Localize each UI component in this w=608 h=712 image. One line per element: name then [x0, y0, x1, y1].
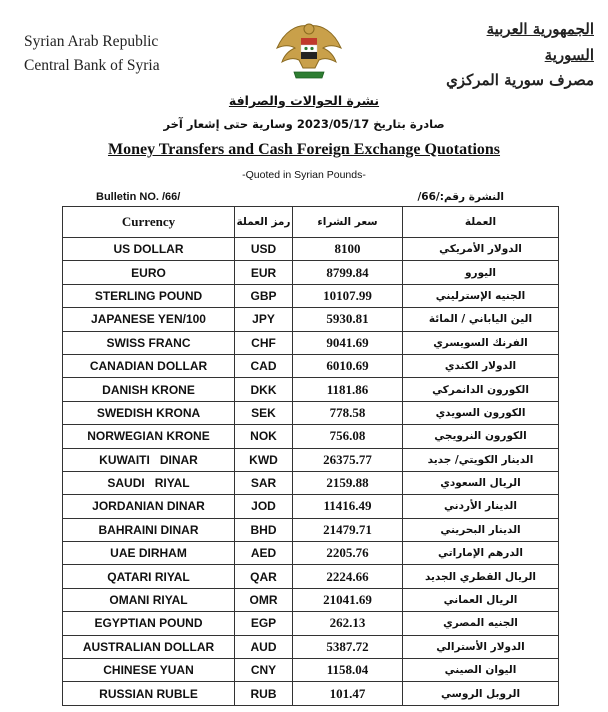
currency-name: EGYPTIAN POUND	[63, 612, 235, 635]
currency-name: EURO	[63, 261, 235, 284]
table-row	[63, 612, 559, 635]
currency-name: US DOLLAR	[63, 238, 235, 261]
table-row	[63, 308, 559, 331]
table-row	[63, 425, 559, 448]
currency-name: STERLING POUND	[63, 284, 235, 307]
buy-rate: 262.13	[293, 612, 403, 635]
currency-name: QATARI RIYAL	[63, 565, 235, 588]
header-symbol: رمز العملة	[235, 207, 293, 238]
currency-name-ar: الفرنك السويسري	[403, 331, 559, 354]
currency-name-ar: الين الياباني / المائة	[403, 308, 559, 331]
table-header-row	[63, 207, 559, 238]
currency-name: UAE DIRHAM	[63, 542, 235, 565]
english-title: Money Transfers and Cash Foreign Exchange Quotations	[107, 141, 501, 158]
exchange-rates-table	[62, 206, 559, 706]
country-name-en: Syrian Arab Republic	[24, 33, 159, 50]
syrian-eagle-emblem-icon	[274, 18, 344, 82]
currency-code: QAR	[235, 565, 293, 588]
buy-rate: 26375.77	[293, 448, 403, 471]
currency-name-ar: الدينار الكويتي/ جديد	[403, 448, 559, 471]
table-row	[63, 401, 559, 424]
currency-name: RUSSIAN RUBLE	[63, 682, 235, 705]
buy-rate: 8100	[293, 238, 403, 261]
currency-code: JOD	[235, 495, 293, 518]
currency-name-ar: الجنيه الإسترليني	[403, 284, 559, 307]
currency-code: USD	[235, 238, 293, 261]
quoted-note: -Quoted in Syrian Pounds-	[242, 169, 366, 181]
buy-rate: 21041.69	[293, 588, 403, 611]
currency-name: SWEDISH KRONA	[63, 401, 235, 424]
currency-code: OMR	[235, 588, 293, 611]
table-row	[63, 448, 559, 471]
table-row	[63, 518, 559, 541]
buy-rate: 9041.69	[293, 331, 403, 354]
table-row	[63, 284, 559, 307]
currency-code: BHD	[235, 518, 293, 541]
currency-name-ar: الريال العماني	[403, 588, 559, 611]
table-row	[63, 635, 559, 658]
table-row	[63, 471, 559, 494]
header-currency-ar: العملة	[403, 207, 559, 238]
currency-name-ar: الدولار الكندي	[403, 354, 559, 377]
currency-code: KWD	[235, 448, 293, 471]
currency-name: CANADIAN DOLLAR	[63, 354, 235, 377]
buy-rate: 8799.84	[293, 261, 403, 284]
table-row	[63, 588, 559, 611]
table-row	[63, 682, 559, 705]
header-buy-rate: سعر الشراء	[293, 207, 403, 238]
table-row	[63, 238, 559, 261]
currency-code: RUB	[235, 682, 293, 705]
buy-rate: 101.47	[293, 682, 403, 705]
currency-name-ar: الريال القطري الجديد	[403, 565, 559, 588]
buy-rate: 11416.49	[293, 495, 403, 518]
currency-name: KUWAITI DINAR	[63, 448, 235, 471]
currency-name-ar: اليوان الصيني	[403, 659, 559, 682]
buy-rate: 1158.04	[293, 659, 403, 682]
currency-code: NOK	[235, 425, 293, 448]
currency-name-ar: الروبل الروسي	[403, 682, 559, 705]
currency-code: CAD	[235, 354, 293, 377]
currency-name: BAHRAINI DINAR	[63, 518, 235, 541]
currency-name: DANISH KRONE	[63, 378, 235, 401]
buy-rate: 21479.71	[293, 518, 403, 541]
buy-rate: 2205.76	[293, 542, 403, 565]
currency-name: SWISS FRANC	[63, 331, 235, 354]
table-row	[63, 354, 559, 377]
currency-name-ar: الدينار الأردني	[403, 495, 559, 518]
currency-name-ar: الجنيه المصري	[403, 612, 559, 635]
currency-name: CHINESE YUAN	[63, 659, 235, 682]
buy-rate: 5930.81	[293, 308, 403, 331]
currency-name-ar: اليورو	[403, 261, 559, 284]
bank-name-en: Central Bank of Syria	[24, 57, 160, 74]
table-row	[63, 261, 559, 284]
buy-rate: 2224.66	[293, 565, 403, 588]
buy-rate: 778.58	[293, 401, 403, 424]
arabic-subtitle: صادرة بتاريخ 2023/05/17 وسارية حتى إشعار آخر	[163, 117, 445, 131]
currency-code: EGP	[235, 612, 293, 635]
buy-rate: 10107.99	[293, 284, 403, 307]
currency-code: AED	[235, 542, 293, 565]
currency-code: SEK	[235, 401, 293, 424]
currency-code: CNY	[235, 659, 293, 682]
currency-code: DKK	[235, 378, 293, 401]
bulletin-number-en: Bulletin NO. /66/	[96, 191, 181, 203]
table-row	[63, 331, 559, 354]
currency-code: GBP	[235, 284, 293, 307]
institution-name-ar	[444, 16, 594, 92]
currency-name: OMANI RIYAL	[63, 588, 235, 611]
table-row	[63, 495, 559, 518]
currency-name: JAPANESE YEN/100	[63, 308, 235, 331]
buy-rate: 6010.69	[293, 354, 403, 377]
bulletin-number-ar: النشرة رقم:/66/	[417, 191, 504, 203]
currency-name-ar: الريال السعودي	[403, 471, 559, 494]
bank-name-ar: مصرف سورية المركزي	[446, 71, 594, 89]
table-row	[63, 378, 559, 401]
currency-name-ar: الكورون السويدي	[403, 401, 559, 424]
currency-code: AUD	[235, 635, 293, 658]
country-name-ar: الجمهورية العربية السورية	[486, 20, 594, 64]
buy-rate: 5387.72	[293, 635, 403, 658]
currency-code: CHF	[235, 331, 293, 354]
currency-name-ar: الكورون النرويجي	[403, 425, 559, 448]
table-row	[63, 565, 559, 588]
currency-name-ar: الكورون الدانمركي	[403, 378, 559, 401]
institution-name-en	[24, 30, 160, 78]
table-row	[63, 542, 559, 565]
currency-name: SAUDI RIYAL	[63, 471, 235, 494]
currency-code: JPY	[235, 308, 293, 331]
currency-name-ar: الدولار الأسترالي	[403, 635, 559, 658]
currency-name-ar: الدرهم الإماراتي	[403, 542, 559, 565]
currency-name: AUSTRALIAN DOLLAR	[63, 635, 235, 658]
currency-name: NORWEGIAN KRONE	[63, 425, 235, 448]
currency-name: JORDANIAN DINAR	[63, 495, 235, 518]
table-row	[63, 659, 559, 682]
currency-code: SAR	[235, 471, 293, 494]
buy-rate: 756.08	[293, 425, 403, 448]
buy-rate: 1181.86	[293, 378, 403, 401]
buy-rate: 2159.88	[293, 471, 403, 494]
currency-code: EUR	[235, 261, 293, 284]
arabic-title: نشرة الحوالات والصرافة	[228, 93, 380, 108]
header-currency: Currency	[63, 207, 235, 238]
currency-name-ar: الدينار البحريني	[403, 518, 559, 541]
currency-name-ar: الدولار الأمريكي	[403, 238, 559, 261]
